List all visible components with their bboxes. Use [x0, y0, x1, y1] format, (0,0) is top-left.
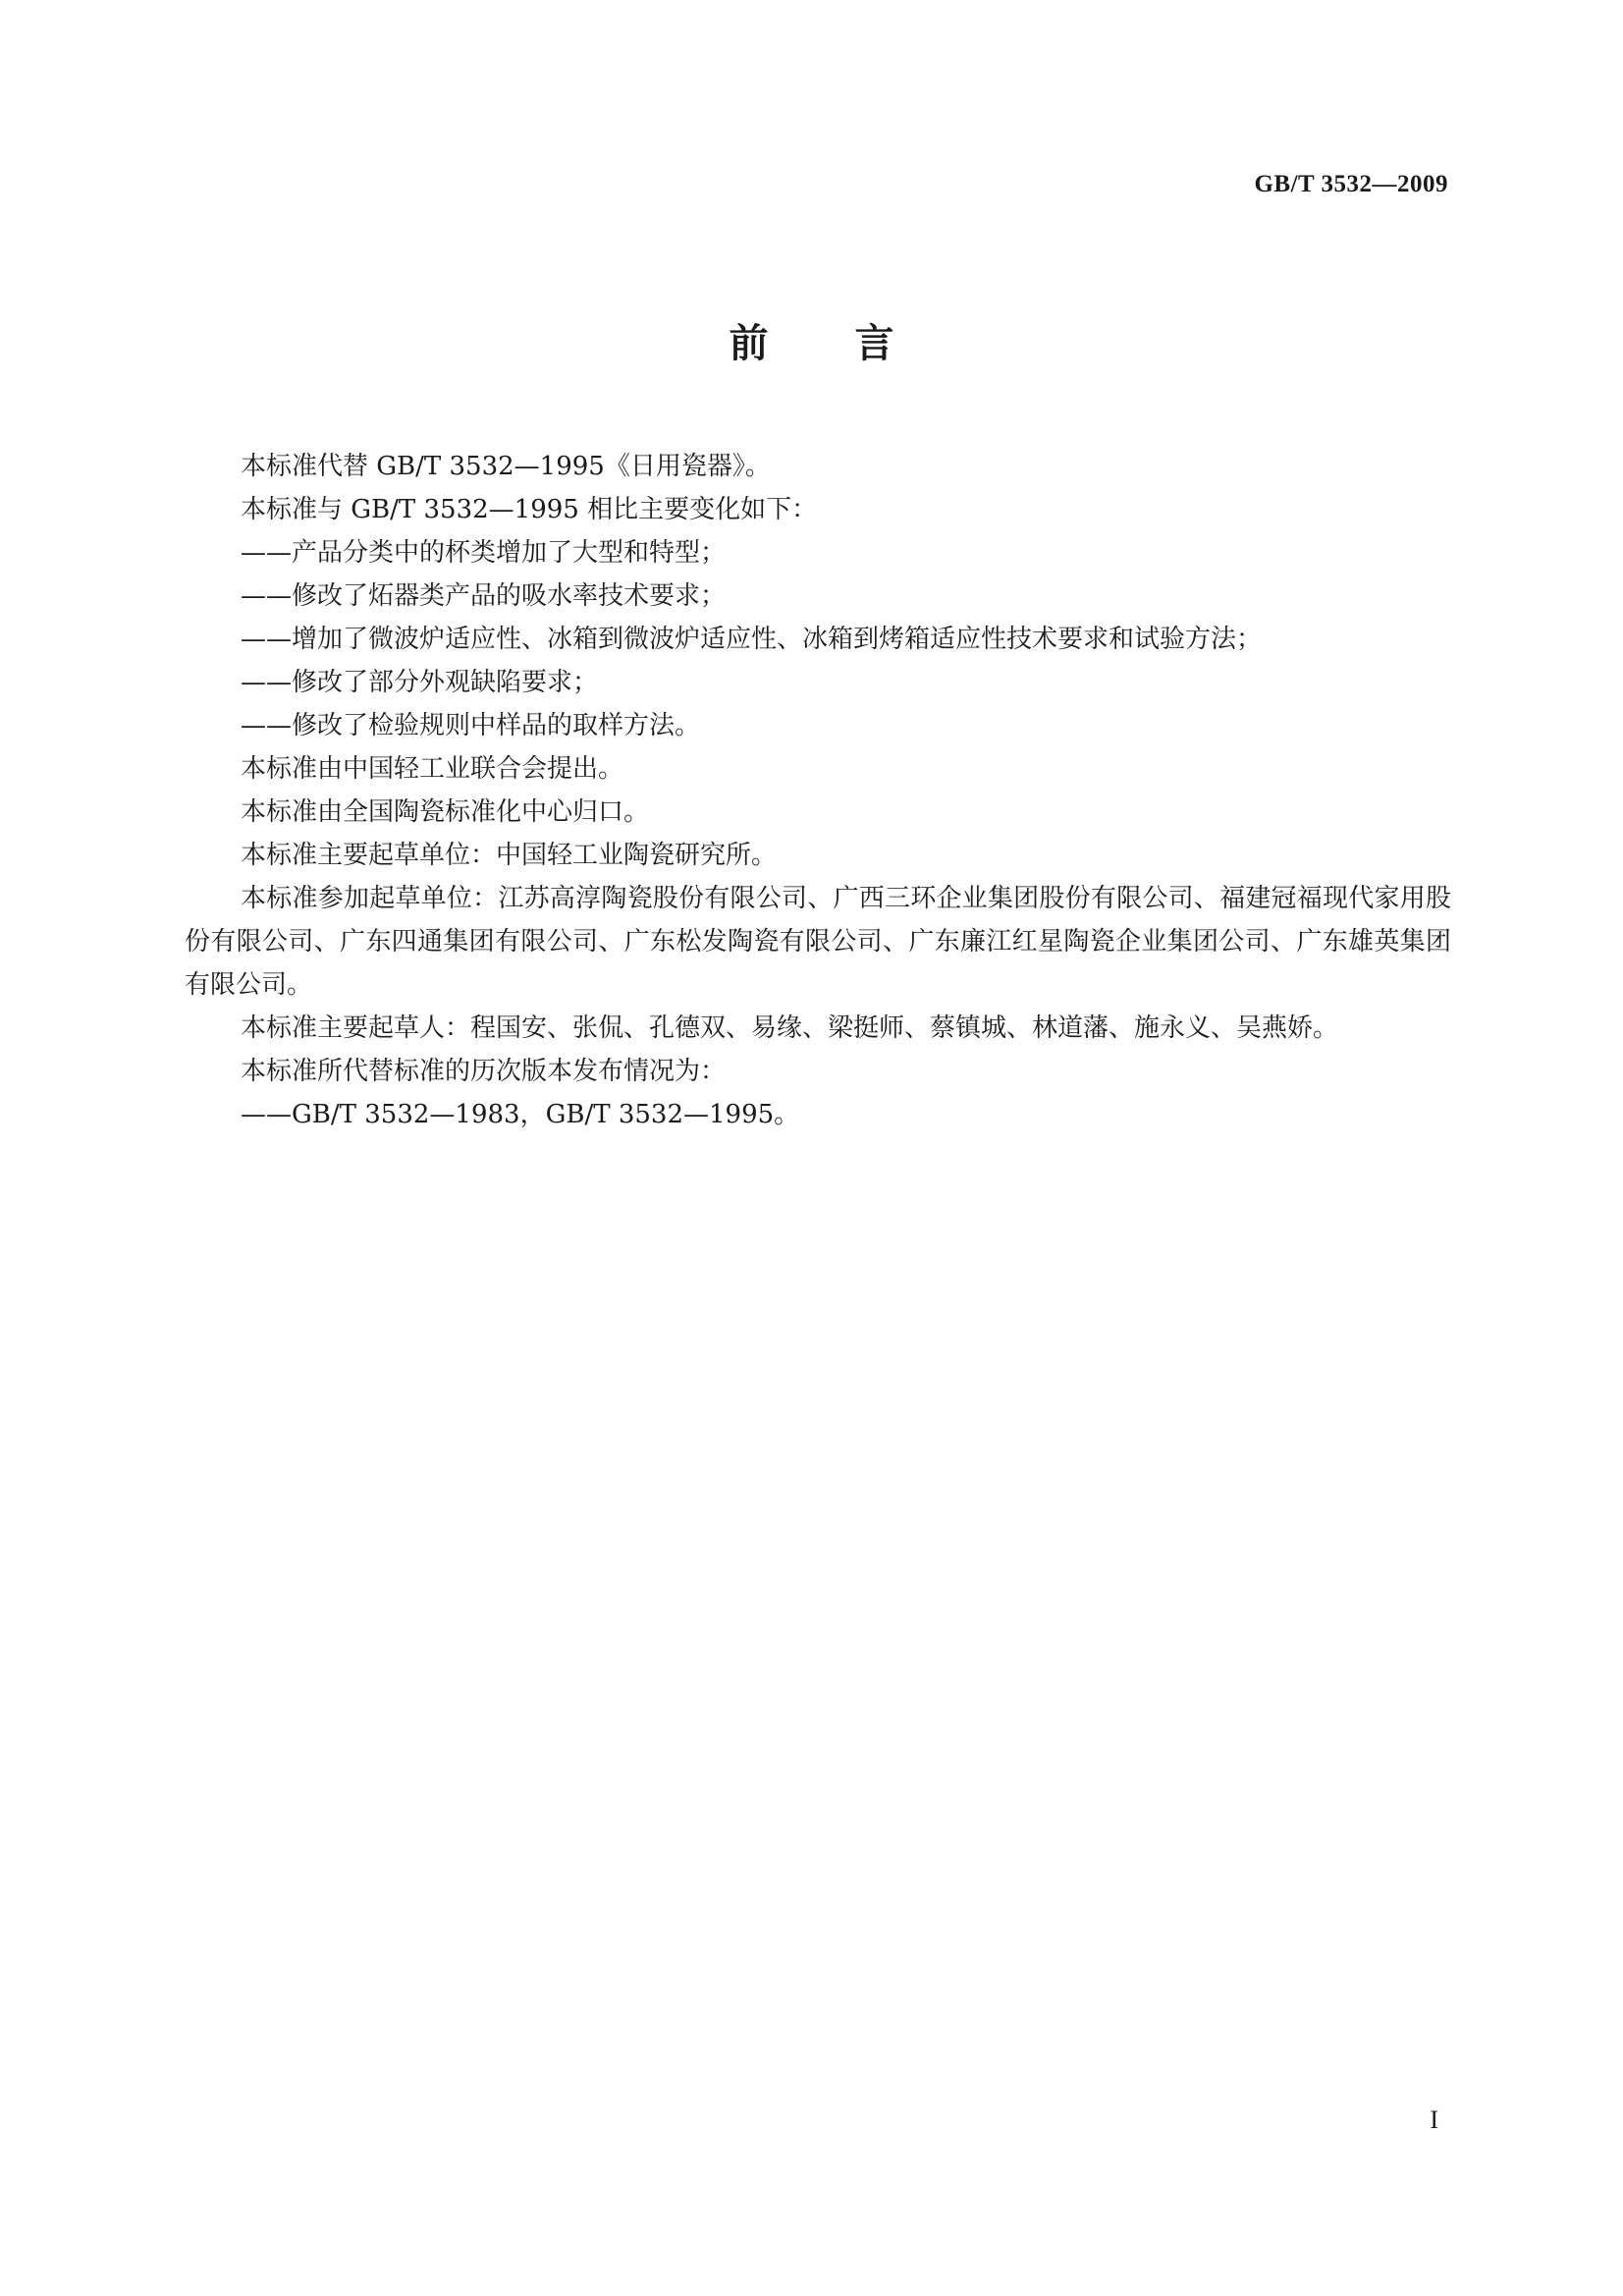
list-item: ——修改了检验规则中样品的取样方法。	[241, 711, 701, 740]
page-title: 前言	[729, 321, 981, 366]
list-item: ——修改了炻器类产品的吸水率技术要求；	[241, 581, 727, 611]
paragraph: 本标准主要起草单位：中国轻工业陶瓷研究所。	[241, 841, 778, 870]
page-number: I	[1430, 2105, 1438, 2134]
document-body	[185, 445, 1451, 1136]
paragraph: 本标准由中国轻工业联合会提出。	[241, 754, 624, 784]
paragraph: 本标准代替 GB/T 3532—1995《日用瓷器》。	[241, 452, 771, 481]
paragraph: 本标准与 GB/T 3532—1995 相比主要变化如下：	[241, 495, 818, 524]
list-item: ——产品分类中的杯类增加了大型和特型；	[241, 538, 727, 568]
paragraph: 本标准主要起草人：程国安、张侃、孔德双、易缘、梁挺师、蔡镇城、林道藩、施永义、吴燕娇。	[241, 1013, 1339, 1043]
list-item: ——修改了部分外观缺陷要求；	[241, 668, 599, 697]
paragraph: 本标准所代替标准的历次版本发布情况为：	[241, 1057, 727, 1086]
paragraph: 本标准参加起草单位：江苏高淳陶瓷股份有限公司、广西三环企业集团股份有限公司、福建冠福现代家用股份有限公司、广东四通集团有限公司、广东松发陶瓷有限公司、广东廉江红星陶瓷企业集团公司、广东雄英集团有限公司。	[185, 884, 1451, 1000]
standard-code: GB/T 3532—2009	[1254, 171, 1448, 197]
list-item: ——GB/T 3532—1983，GB/T 3532—1995。	[241, 1100, 800, 1129]
list-item: ——增加了微波炉适应性、冰箱到微波炉适应性、冰箱到烤箱适应性技术要求和试验方法；	[241, 625, 1263, 654]
paragraph: 本标准由全国陶瓷标准化中心归口。	[241, 797, 650, 827]
